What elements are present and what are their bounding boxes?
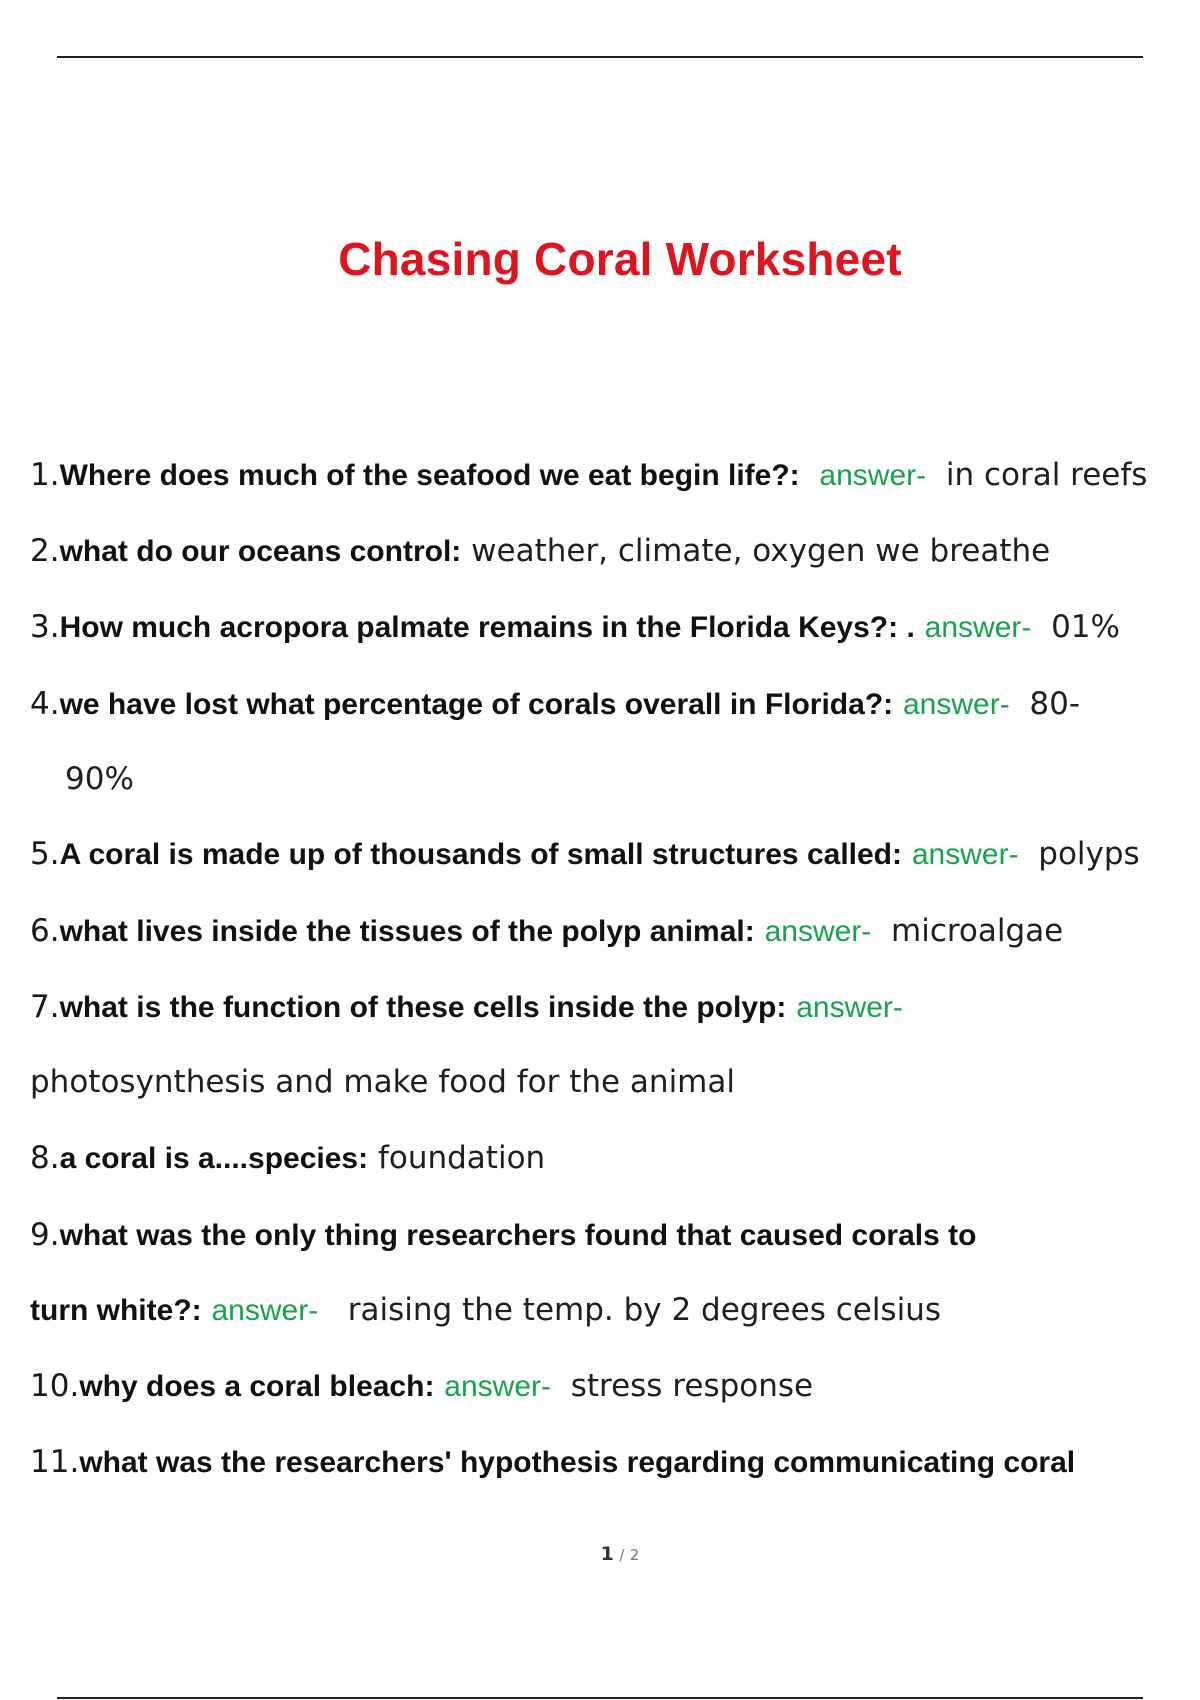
list-item-3 [30,607,1120,648]
question-text: what was the researchers' hypothesis regarding communicating coral [79,1446,1076,1479]
question-text: How much acropora palmate remains in the Florida Keys?: . [59,611,915,644]
question-text: what was the only thing researchers found that caused corals to [59,1219,977,1252]
top-rule [57,56,1143,58]
list-item-6 [30,911,1063,952]
item-number: 5. [30,836,60,872]
answer-label: answer- [796,991,903,1024]
question-text: we have lost what percentage of corals overall in Florida?: [59,688,894,721]
item-number: 2. [30,533,60,569]
list-item-7 [30,987,903,1028]
bottom-rule [57,1697,1143,1699]
item-number: 8. [30,1140,60,1176]
question-text: Where does much of the seafood we eat begin life?: [59,459,800,492]
item-number: 10. [30,1368,80,1404]
question-text: A coral is made up of thousands of small structures called: [59,838,902,871]
answer-text: microalgae [891,913,1064,949]
answer-label: answer- [444,1370,551,1403]
item-number: 7. [30,989,60,1025]
answer-label: answer- [764,915,872,948]
answer-text: weather, climate, oxygen we breathe [471,533,1051,569]
question-text: what lives inside the tissues of the polyp animal: [59,915,755,948]
answer-text: polyps [1038,836,1140,872]
answer-label: answer- [924,611,1032,644]
answer-text: raising the temp. by 2 degrees celsius [347,1292,941,1328]
page-current: 1 [600,1543,614,1565]
question-text: what is the function of these cells inside the polyp: [59,991,787,1024]
item-number: 11. [30,1444,80,1480]
list-item-2 [30,531,1050,572]
item-number: 6. [30,913,60,949]
answer-label: answer- [211,1294,319,1327]
document-title: Chasing Coral Worksheet [338,233,902,285]
list-item-8 [30,1138,545,1179]
answer-text: 90% [65,761,134,797]
item-number: 9. [30,1217,60,1253]
answer-text: stress response [570,1368,814,1404]
item-number: 4. [30,686,60,722]
answer-label: answer- [903,688,1010,721]
list-item-4 [30,684,1080,725]
question-text: a coral is a....species: [59,1142,369,1175]
answer-text: 80- [1029,686,1081,722]
answer-label: answer- [819,459,927,492]
page-indicator [0,1543,1200,1565]
page-separator: / [619,1546,625,1564]
item-number: 3. [30,609,60,645]
answer-text: 01% [1051,609,1120,645]
page-total: 2 [629,1546,640,1564]
item-number: 1. [30,457,60,493]
list-item-10 [30,1366,813,1407]
list-item-9-continued [30,1290,941,1331]
list-item-1 [30,455,1147,496]
question-text: turn white?: [30,1294,202,1327]
list-item-7-continued [30,1062,735,1102]
answer-text: foundation [377,1140,546,1176]
question-text: why does a coral bleach: [79,1370,435,1403]
list-item-4-continued [65,759,134,799]
question-text: what do our oceans control: [59,535,462,568]
answer-text: photosynthesis and make food for the animal [30,1064,735,1100]
list-item-11 [30,1442,1075,1483]
list-item-9 [30,1215,976,1256]
answer-text: in coral reefs [945,457,1148,493]
answer-label: answer- [911,838,1019,871]
list-item-5 [30,834,1140,875]
